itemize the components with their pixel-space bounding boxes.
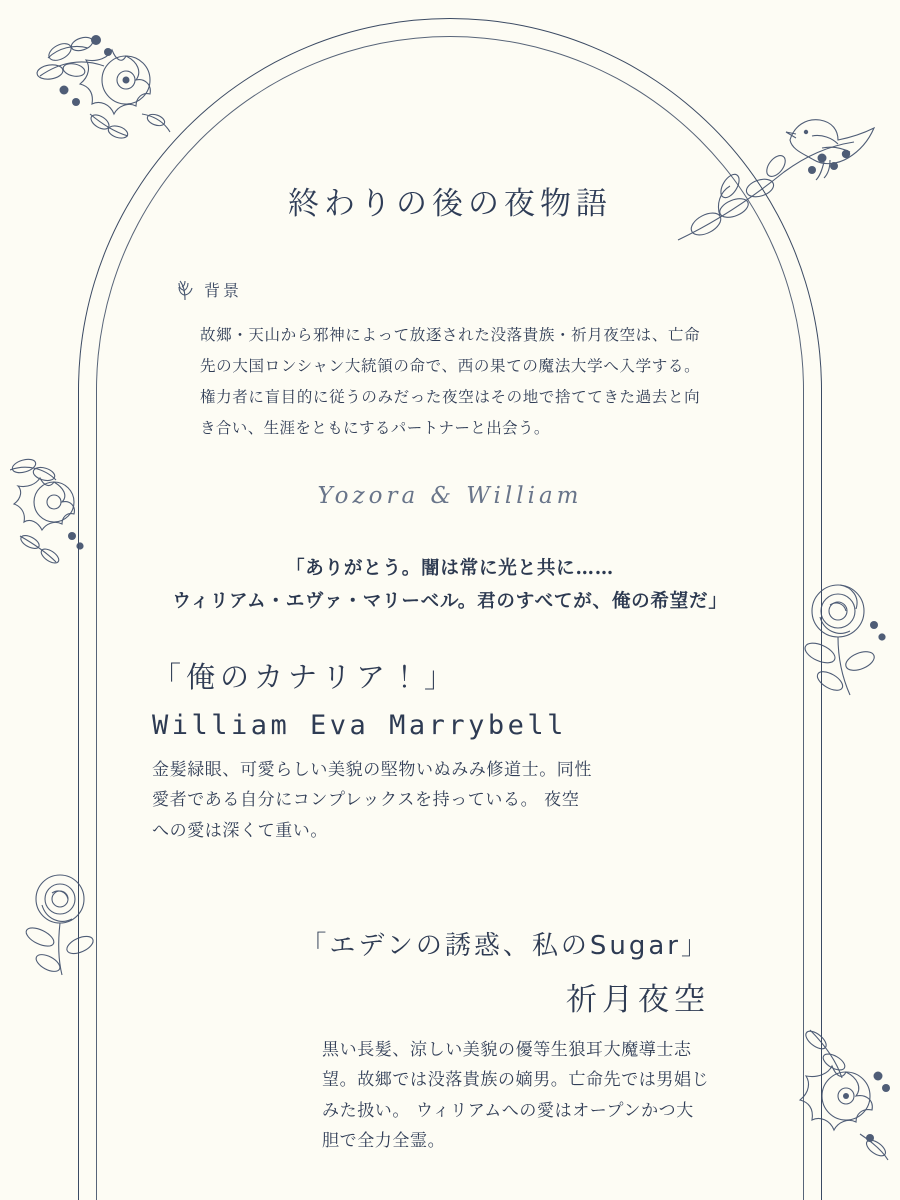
character-profile-william bbox=[152, 655, 592, 846]
featured-quote-line-1: 「ありがとう。闇は常に光と共に…… bbox=[285, 558, 615, 579]
page-title: 終わりの後の夜物語 bbox=[288, 186, 612, 222]
section-heading-background bbox=[176, 278, 242, 301]
synopsis-text: 故郷・天山から邪神によって放逐された没落貴族・祈月夜空は、亡命先の大国ロンシャン大統領の命で、西の果ての魔法大学へ入学する。権力者に盲目的に従うのみだった夜空はその地で捨ててきた過去と向き合い、生涯をともにするパートナーと出会う。 bbox=[200, 326, 700, 437]
featured-quote bbox=[0, 552, 900, 619]
character-description: 黒い長髪、涼しい美貌の優等生狼耳大魔導士志望。故郷では没落貴族の嫡男。亡命先では男娼じみた扱い。 ウィリアムへの愛はオープンかつ大胆で全力全霊。 bbox=[322, 1040, 710, 1151]
character-name: 祈月夜空 bbox=[566, 982, 710, 1018]
character-profile-yozora bbox=[260, 925, 710, 1156]
character-name: William Eva Marrybell bbox=[152, 710, 567, 741]
character-catchphrase: 「俺のカナリア！」 bbox=[152, 660, 459, 694]
couple-script-line: Yozora & William bbox=[317, 483, 583, 509]
sprig-icon bbox=[176, 279, 194, 301]
character-description: 金髪緑眼、可愛らしい美貌の堅物いぬみみ修道士。同性愛者である自分にコンプレックスを持っている。 夜空への愛は深くて重い。 bbox=[152, 760, 592, 841]
character-catchphrase: 「エデンの誘惑、私のSugar」 bbox=[300, 931, 710, 961]
section-heading-label: 背景 bbox=[204, 281, 243, 300]
featured-quote-line-2: ウィリアム・エヴァ・マリーベル。君のすべてが、俺の希望だ」 bbox=[172, 591, 728, 613]
